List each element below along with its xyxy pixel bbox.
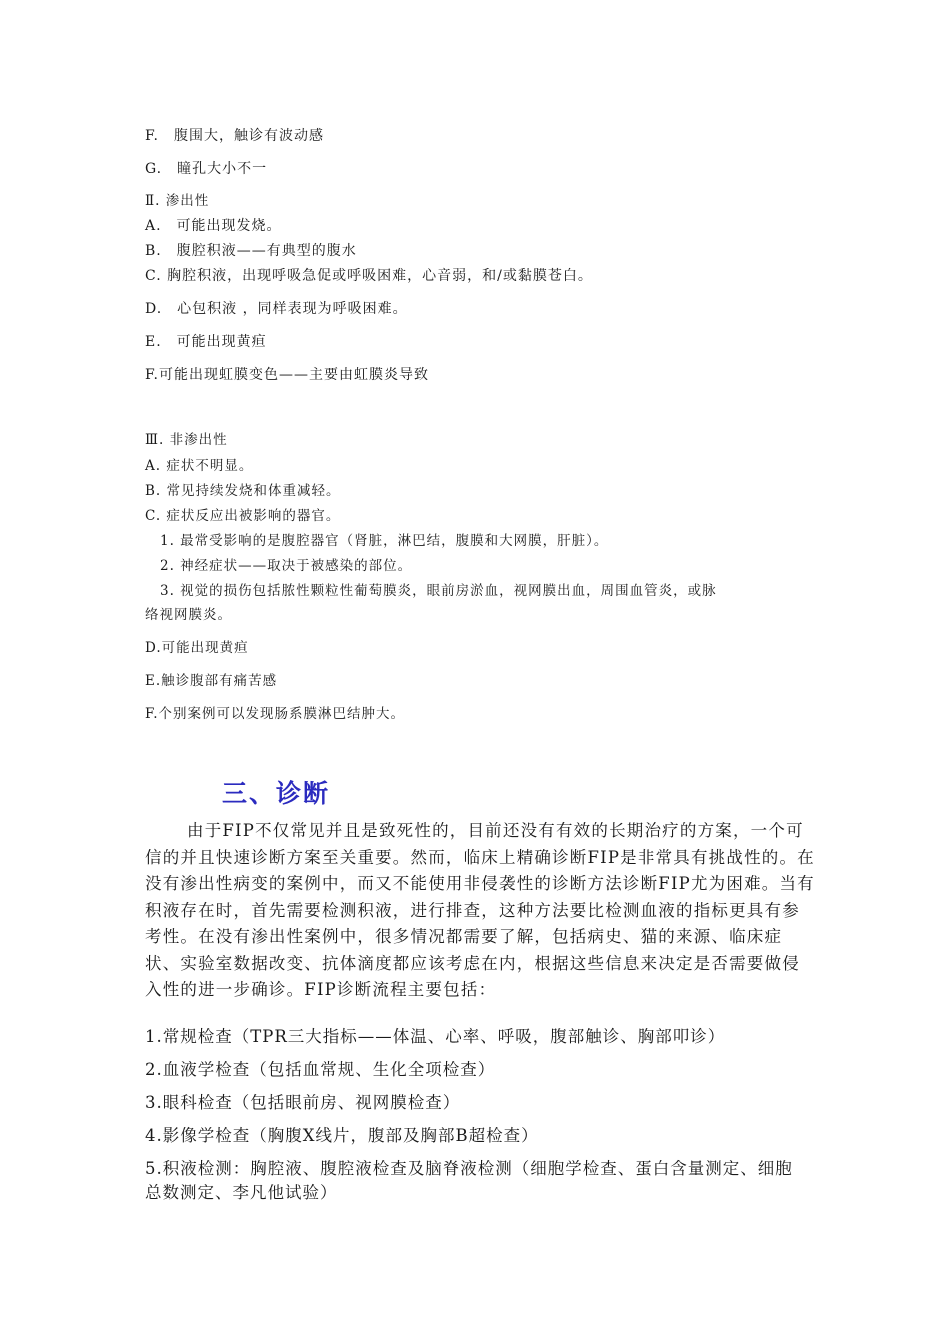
diagnosis-step-5: 5.积液检测：胸腔液、腹腔液检查及脑脊液检测（细胞学检查、蛋白含量测定、细胞总数测定、李凡他试验） <box>145 1159 793 1202</box>
section-heading-diagnosis: 三、诊断 <box>222 779 331 808</box>
diagnosis-step-3: 3.眼科检查（包括眼前房、视网膜检查） <box>145 1093 461 1112</box>
dry-form-sub-item-1: 1. 最常受影响的是腹腔器官（肾脏，淋巴结，腹膜和大网膜，肝脏）。 <box>160 533 609 549</box>
wet-form-item-f: F.可能出现虹膜变色——主要由虹膜炎导致 <box>145 367 429 383</box>
dry-form-sub-item-2: 2. 神经症状——取决于被感染的部位。 <box>160 558 413 574</box>
wet-form-item-a: A. 可能出现发烧。 <box>145 218 282 234</box>
symptom-item-g: G. 瞳孔大小不一 <box>145 161 268 177</box>
symptom-item-f: F. 腹围大，触诊有波动感 <box>145 128 324 144</box>
diagnosis-paragraph: 由于FIP不仅常见并且是致死性的，目前还没有有效的长期治疗的方案，一个可信的并且快速诊断方案至关重要。然而，临床上精确诊断FIP是非常具有挑战性的。在没有渗出性病变的案例中，而又不能使用非侵袭性的诊断方法诊断FIP尤为困难。当有积液存在时，首先需要检测积液，进行排查，这种方法要比检测血液的指标更具有参考性。在没有渗出性案例中，很多情况都需要了解，包括病史、猫的来源、临床症状、实验室数据改变、抗体滴度都应该考虑在内，根据这些信息来决定是否需要做侵入性的进一步确诊。FIP诊断流程主要包括： <box>145 821 815 999</box>
wet-form-title: Ⅱ. 渗出性 <box>145 193 210 209</box>
diagnosis-step-4: 4.影像学检查（胸腹X线片，腹部及胸部B超检查） <box>145 1126 539 1145</box>
dry-form-item-b: B. 常见持续发烧和体重减轻。 <box>145 483 341 499</box>
dry-form-item-e: E.触诊腹部有痛苦感 <box>145 673 278 689</box>
dry-form-item-d: D.可能出现黄疸 <box>145 640 249 656</box>
diagnosis-step-2: 2.血液学检查（包括血常规、生化全项检查） <box>145 1060 496 1079</box>
diagnosis-step-1: 1.常规检查（TPR三大指标——体温、心率、呼吸，腹部触诊、胸部叩诊） <box>145 1027 726 1046</box>
wet-form-item-e: E. 可能出现黄疸 <box>145 334 267 350</box>
dry-form-sub-item-3: 3. 视觉的损伤包括脓性颗粒性葡萄膜炎，眼前房淤血，视网膜出血，周围血管炎，或脉 <box>160 583 717 599</box>
wet-form-item-c: C. 胸腔积液，出现呼吸急促或呼吸困难，心音弱，和/或黏膜苍白。 <box>145 268 593 284</box>
wet-form-item-d: D. 心包积液 ，同样表现为呼吸困难。 <box>145 301 408 317</box>
dry-form-title: Ⅲ. 非渗出性 <box>145 432 228 448</box>
dry-form-item-f: F.个别案例可以发现肠系膜淋巴结肿大。 <box>145 706 406 722</box>
wet-form-item-b: B. 腹腔积液——有典型的腹水 <box>145 243 357 259</box>
dry-form-sub-item-3-cont: 络视网膜炎。 <box>145 607 232 623</box>
dry-form-item-c: C. 症状反应出被影响的器官。 <box>145 508 341 524</box>
dry-form-item-a: A. 症状不明显。 <box>145 458 254 474</box>
